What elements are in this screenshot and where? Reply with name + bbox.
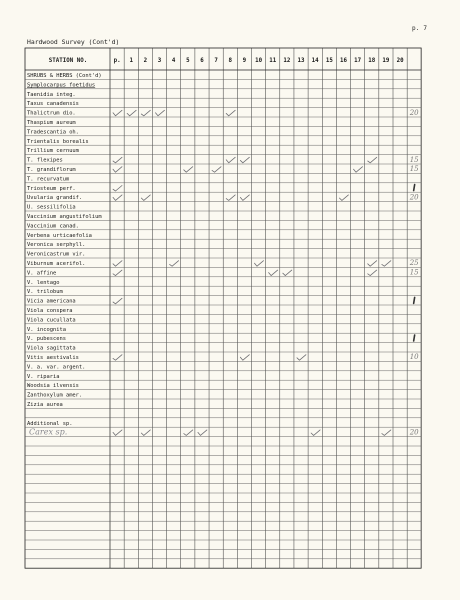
check-mark [113,186,122,192]
species-name: Veronicastrum vir. [27,251,86,258]
check-mark [382,430,391,436]
species-name: V. affine [27,270,57,277]
station-column-17: 17 [354,58,362,64]
station-column-5: 5 [186,58,190,64]
check-mark [198,430,207,436]
species-name: Thaspium aureum [27,120,76,126]
count-value: 25 [409,259,419,268]
station-column-15: 15 [325,58,333,64]
check-mark [269,270,278,276]
check-mark [170,261,179,267]
page-number: p. 7 [412,25,428,32]
species-name: Taxus canadensis [27,101,79,108]
check-mark [113,355,122,361]
station-column-8: 8 [228,58,233,64]
species-name: Tradescantia oh. [27,129,79,136]
count-value: 1 [411,334,417,343]
species-name: V. a. var. argent. [27,364,86,371]
check-mark [368,157,377,163]
check-mark [113,167,122,173]
check-mark [368,270,377,276]
check-mark [113,298,122,304]
station-no-label: STATION NO. [48,58,88,64]
check-mark [184,430,193,436]
station-column-20: 20 [396,58,404,64]
check-mark [283,270,292,276]
species-name: T. grandiflorum [27,167,76,173]
check-mark [297,355,306,361]
count-value: 1 [411,296,417,305]
station-column-13: 13 [297,58,305,64]
check-mark [240,355,249,361]
station-column-19: 19 [382,58,390,64]
check-mark [226,195,235,201]
species-name: Viola cucullata [27,317,76,324]
count-value: 20 [409,108,419,117]
check-mark [311,430,320,436]
species-name: V. trilobum [27,289,63,296]
station-column-14: 14 [311,58,319,64]
page-title: Hardwood Survey (Cont'd) [27,38,120,46]
additional-species-label: Additional sp. [27,420,73,427]
species-name: Symplocarpus foetidus [27,82,96,89]
station-column-10: 10 [255,58,263,64]
check-mark [113,157,122,163]
species-name: T. flexipes [27,157,63,164]
station-column-1: 1 [129,58,133,64]
species-name: Woodsia ilvensis [27,383,79,390]
species-name: U. sessilifolia [27,204,76,211]
check-mark [113,110,122,116]
check-mark [113,195,122,201]
count-value: 15 [409,155,419,164]
species-name: Verbena urticaefolia [27,232,92,239]
count-value: 20 [409,193,419,202]
species-name: Viola sagittata [27,345,76,352]
count-value: 20 [409,428,419,437]
species-name: Vaccinium angustifolium [27,214,102,220]
check-mark [240,195,249,201]
species-name: Zanthoxylum amer. [27,392,83,399]
check-mark [113,270,122,276]
check-mark [155,110,164,116]
handwritten-species: Carex sp. [29,427,68,437]
species-name: Trientalis borealis [27,138,89,145]
species-name: Vicia americana [27,298,76,305]
species-name: V. pubescens [27,336,66,343]
check-mark [212,167,221,173]
check-mark [226,110,235,116]
check-mark [255,261,264,267]
station-column-11: 11 [269,58,277,64]
species-name: V. riparia [27,373,60,380]
station-column-18: 18 [368,58,376,64]
species-name: Uvularia grandif. [27,195,83,202]
check-mark [368,261,377,267]
check-mark [141,430,150,436]
station-column-4: 4 [171,58,176,64]
species-name: Taenidia integ. [27,91,76,98]
station-column-2: 2 [143,58,148,64]
count-value: 15 [409,165,419,174]
station-column-7: 7 [214,58,218,64]
section-title: SHRUBS & HERBS (Cont'd) [27,73,102,79]
station-column-p.: p. [113,58,121,64]
station-column-3: 3 [157,58,162,64]
species-name: Zizia aurea [27,402,63,408]
species-name: Viburnum acerifol. [27,261,86,267]
count-value: 1 [411,183,417,192]
species-name: Triosteum perf. [27,185,76,192]
check-mark [113,261,122,267]
station-column-6: 6 [200,58,204,64]
species-name: V. lentago [27,279,60,286]
check-mark [127,110,136,116]
species-name: V. incognita [27,326,66,333]
species-name: T. recurvatum [27,176,70,183]
check-mark [354,167,363,173]
check-mark [184,167,193,173]
count-value: 15 [409,268,419,277]
species-name: Thalictrum dio. [27,110,76,117]
count-value: 10 [409,353,419,362]
check-mark [226,157,235,163]
species-name: Viola conspera [27,308,73,314]
check-mark [339,195,348,201]
check-mark [141,110,150,116]
check-mark [382,261,391,267]
check-mark [141,195,150,201]
station-column-9: 9 [242,58,247,64]
check-mark [240,157,249,163]
species-name: Vaccinium canad. [27,223,79,230]
check-mark [113,430,122,436]
species-name: Veronica serphyll. [27,242,86,249]
species-name: Vitis aestivalis [27,355,79,361]
species-name: Trillium cernuum [27,148,79,155]
station-column-16: 16 [339,58,347,64]
station-column-12: 12 [283,58,291,64]
